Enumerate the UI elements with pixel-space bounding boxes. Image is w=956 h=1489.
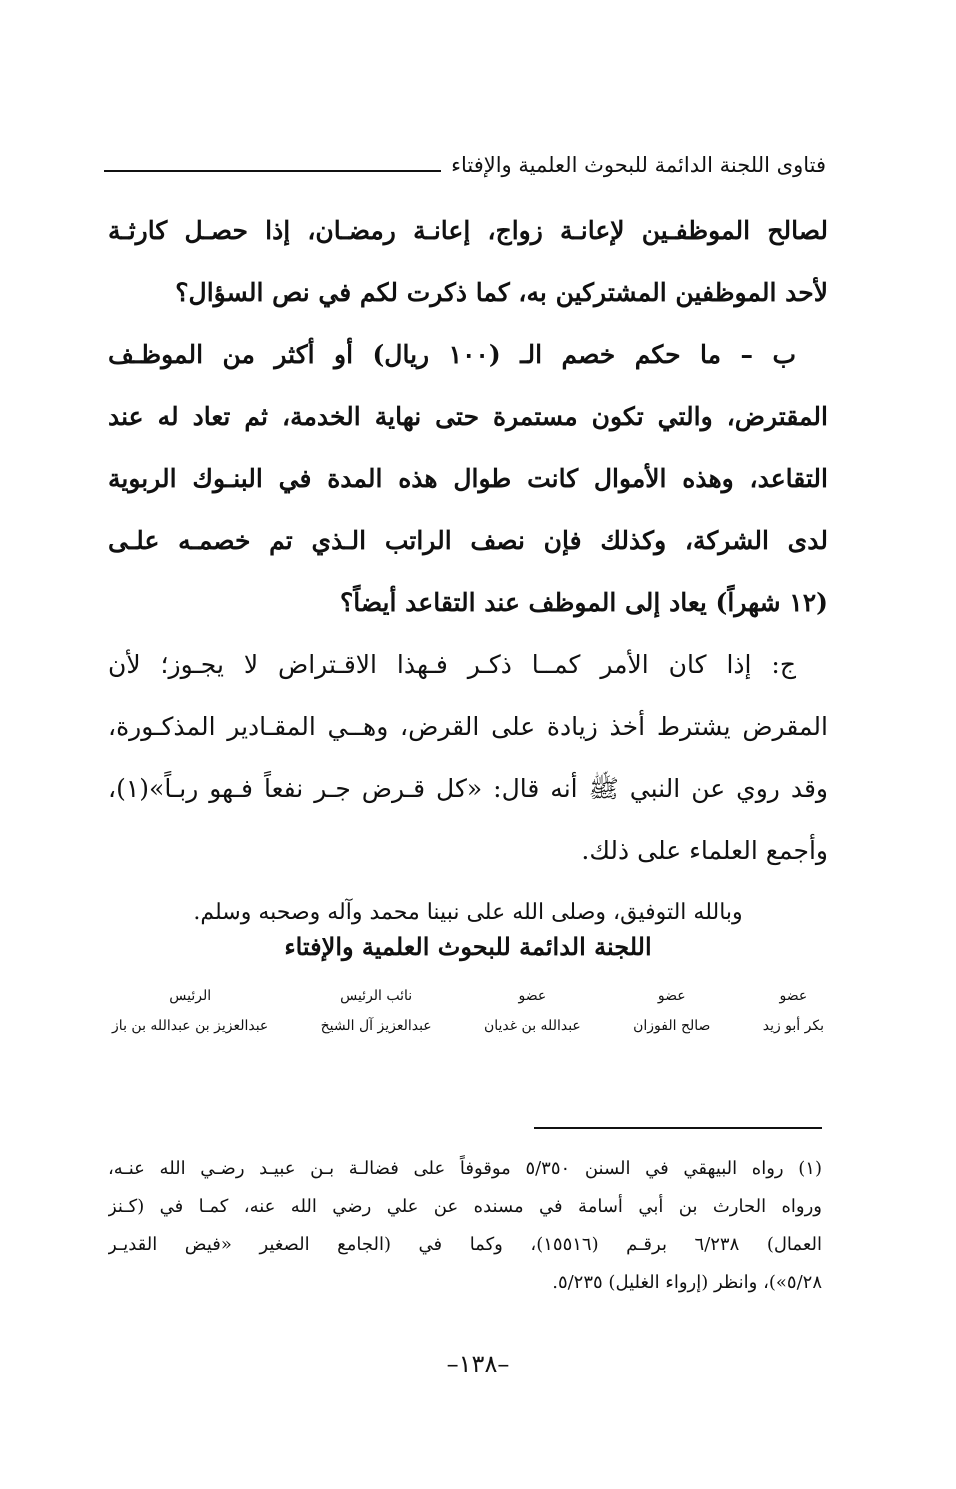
- body-line: لصالح الموظفـين لإعانـة زواج، إعانـة رمضـان، إذا حصـل كارثـة: [108, 216, 828, 245]
- signer-name: صالح الفوزان: [633, 1018, 711, 1034]
- committee-title: اللجنة الدائمة للبحوث العلمية والإفتاء: [284, 932, 652, 961]
- footnote-line: ورواه الحارث بن أبي أسامة في مسنده عن علي رضي الله عنه، كمـا في (كـنز: [108, 1196, 822, 1217]
- body-line: التقاعد، وهذه الأموال كانت طوال هذه المدة في البنـوك الربوية: [108, 464, 828, 493]
- signer: [484, 988, 581, 1034]
- signer-role: عضو: [518, 988, 547, 1004]
- signer-role: عضو: [779, 988, 808, 1004]
- running-header: [104, 136, 826, 176]
- footnote-line: ٥/٢٨»)، وانظر (إرواء الغليل) ٥/٢٣٥.: [552, 1272, 822, 1293]
- question-b-line: ب – ما حكم خصم الـ (١٠٠ ريال) أو أكثر من الموظـف: [108, 340, 796, 369]
- signer-name: عبدالعزيز بن عبدالله بن باز: [112, 1018, 269, 1034]
- signer: [633, 988, 710, 1034]
- signer-role: عضو: [657, 988, 686, 1004]
- footnote-separator: [534, 1127, 822, 1129]
- footnote-line: (١) رواه البيهقي في السنن ٥/٣٥٠ موقوفاً على فضالـة بـن عبيـد رضـي الله عنـه،: [108, 1158, 822, 1179]
- hadith-line: وقد روي عن النبي ﷺ أنه قال: «كل قـرض جـر نفعاً فـهو ربـاً»(١)،: [108, 774, 828, 803]
- body-line: لدى الشركة، وكذلك فإن نصف الراتب الـذي تم خصمـه علـى: [108, 526, 828, 555]
- signer: [112, 988, 268, 1034]
- signer-name: بكر أبو زيد: [762, 1018, 824, 1034]
- page-number: –١٣٨–: [446, 1350, 510, 1378]
- header-title: فتاوى اللجنة الدائمة للبحوث العلمية والإفتاء: [451, 153, 826, 177]
- body-line: (١٢ شهراً) يعاد إلى الموظف عند التقاعد أيضاً؟: [339, 588, 828, 617]
- footnote-line: العمال) ٦/٢٣٨ برقـم (١٥٥١٦)، وكما في (الجامع الصغير «فيض القديـر: [108, 1234, 822, 1255]
- signer: [321, 988, 432, 1034]
- header-rule: [104, 170, 441, 172]
- fatwa-body: [108, 200, 828, 944]
- body-line: لأحد الموظفين المشتركين به، كما ذكرت لكم في نص السؤال؟: [175, 278, 828, 307]
- signer: [763, 988, 824, 1034]
- answer-line: وأجمع العلماء على ذلك.: [581, 836, 828, 865]
- closing-line: وبالله التوفيق، وصلى الله على نبينا محمد وآله وصحبه وسلم.: [193, 900, 743, 925]
- committee-signatures: [112, 988, 824, 1034]
- footnotes: [108, 1150, 822, 1302]
- signer-name: عبدالعزيز آل الشيخ: [320, 1018, 432, 1034]
- body-line: المقترض، والتي تكون مستمرة حتى نهاية الخدمة، ثم تعاد له عند: [108, 402, 828, 431]
- answer-line: ج: إذا كان الأمر كمــا ذكـر فـهذا الاقـتراض لا يجـوز؛ لأن: [108, 650, 796, 679]
- signer-role: الرئيس: [169, 988, 212, 1004]
- signer-name: عبدالله بن غديان: [483, 1018, 581, 1034]
- signer-role: نائب الرئيس: [340, 988, 413, 1004]
- answer-line: المقرض يشترط أخذ زيادة على القرض، وهــي المقـادير المذكـورة،: [108, 712, 828, 741]
